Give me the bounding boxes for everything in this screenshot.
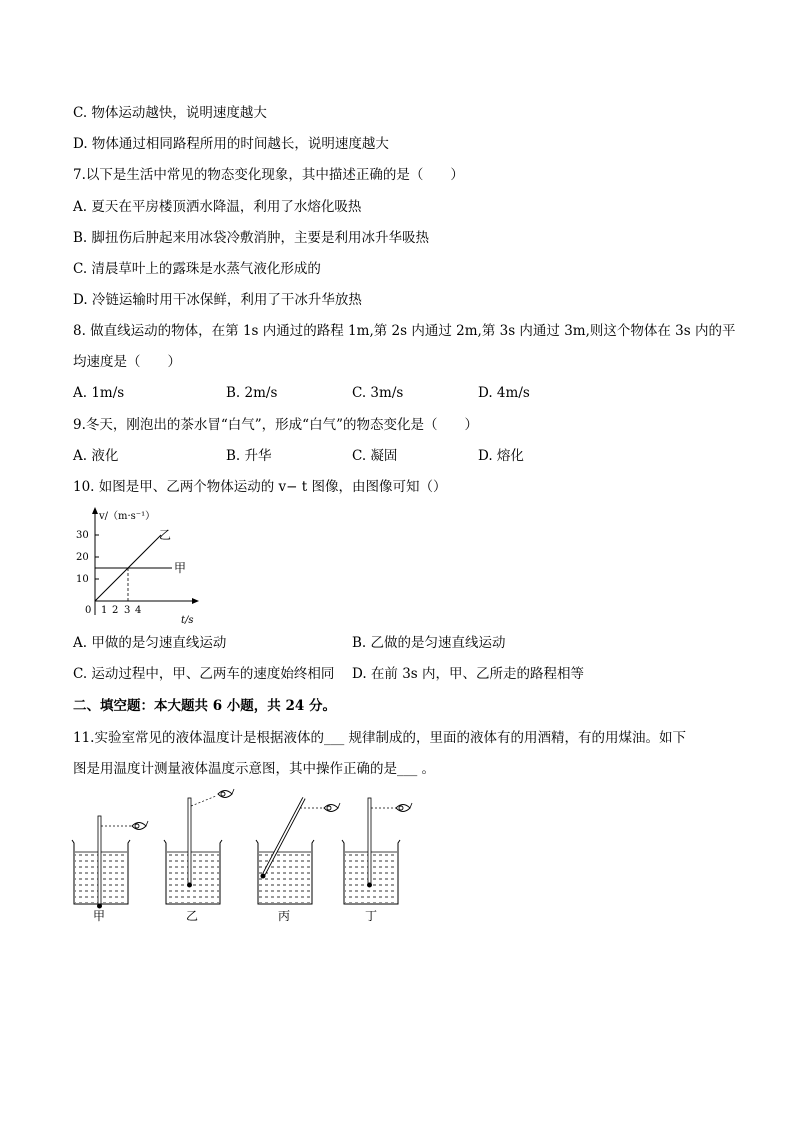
question-8-line2: 均速度是（ ） [73,354,181,370]
q8-option-d: D. 4m/s [478,385,530,401]
y-tick-20: 20 [76,552,89,563]
q7-option-d: D. 冷链运输时用干冰保鲜，利用了干冰升华放热 [73,292,362,308]
figure-ding [342,798,412,923]
question-8-line1: 8. 做直线运动的物体，在第 1s 内通过的路程 1m,第 2s 内通过 2m,第 3s 内通过 3m,则这个物体在 3s 内的平 [73,323,736,339]
bulb-yi [187,883,192,888]
q10-option-d: D. 在前 3s 内，甲、乙所走的路程相等 [352,666,585,682]
y-axis-arrow [92,507,98,514]
bulb-jia [97,904,102,909]
label-yi: 乙 [159,528,172,542]
question-9: 9.冬天，刚泡出的茶水冒“白气”，形成“白气”的物态变化是（ ） [73,417,478,433]
x-axis-arrow [192,598,199,604]
y-axis-label: v/（m·s⁻¹） [99,511,156,522]
q7-option-a: A. 夏天在平房楼顶洒水降温，利用了水熔化吸热 [73,199,362,215]
q9-option-c: C. 凝固 [352,448,398,464]
thermometer-figures [66,786,426,926]
q10-option-c: C. 运动过程中，甲、乙两车的速度始终相同 [73,666,335,682]
q9-option-d: D. 熔化 [478,448,524,464]
bulb-bing [261,874,266,879]
q8-option-a: A. 1m/s [73,385,125,401]
q7-option-b: B. 脚扭伤后肿起来用冰袋冷敷消肿，主要是利用冰升华吸热 [73,230,430,246]
q7-option-c: C. 清晨草叶上的露珠是水蒸气液化形成的 [73,261,321,277]
vt-graph [73,505,203,627]
question-11-line1: 11.实验室常见的液体温度计是根据液体的___ 规律制成的，里面的液体有的用酒精，有的用煤油。如下 [73,730,687,746]
label-fig-ding: 丁 [365,909,378,923]
label-fig-jia: 甲 [93,909,106,923]
section-2-heading: 二、填空题：本大题共 6 小题，共 24 分。 [73,698,336,714]
label-fig-bing: 丙 [278,909,291,923]
x-tick-3: 3 [124,605,131,616]
label-jia: 甲 [174,561,187,575]
question-11-line2: 图是用温度计测量液体温度示意图，其中操作正确的是___ 。 [73,761,436,777]
q8-option-b: B. 2m/s [226,385,278,401]
y-tick-30: 30 [76,530,89,541]
q10-option-b: B. 乙做的是匀速直线运动 [352,635,506,651]
q6-option-c: C. 物体运动越快，说明速度越大 [73,105,267,121]
x-axis-label: t/s [181,615,194,626]
q9-option-b: B. 升华 [226,448,272,464]
x-tick-4: 4 [135,605,142,616]
question-10: 10. 如图是甲、乙两个物体运动的 v− t 图像，由图像可知（） [73,479,447,495]
label-fig-yi: 乙 [186,909,199,923]
figure-jia [72,816,148,923]
q6-option-d: D. 物体通过相同路程所用的时间越长，说明速度越大 [73,136,389,152]
y-tick-10: 10 [76,574,89,585]
question-7: 7.以下是生活中常见的物态变化现象，其中描述正确的是（ ） [73,167,464,183]
x-tick-1: 1 [101,605,108,616]
figure-bing [256,798,340,923]
x-tick-2: 2 [112,605,119,616]
q8-option-c: C. 3m/s [352,385,404,401]
q10-option-a: A. 甲做的是匀速直线运动 [73,635,227,651]
figure-yi [164,789,234,923]
q9-option-a: A. 液化 [73,448,119,464]
x-tick-0: 0 [85,605,92,616]
bulb-ding [367,883,372,888]
